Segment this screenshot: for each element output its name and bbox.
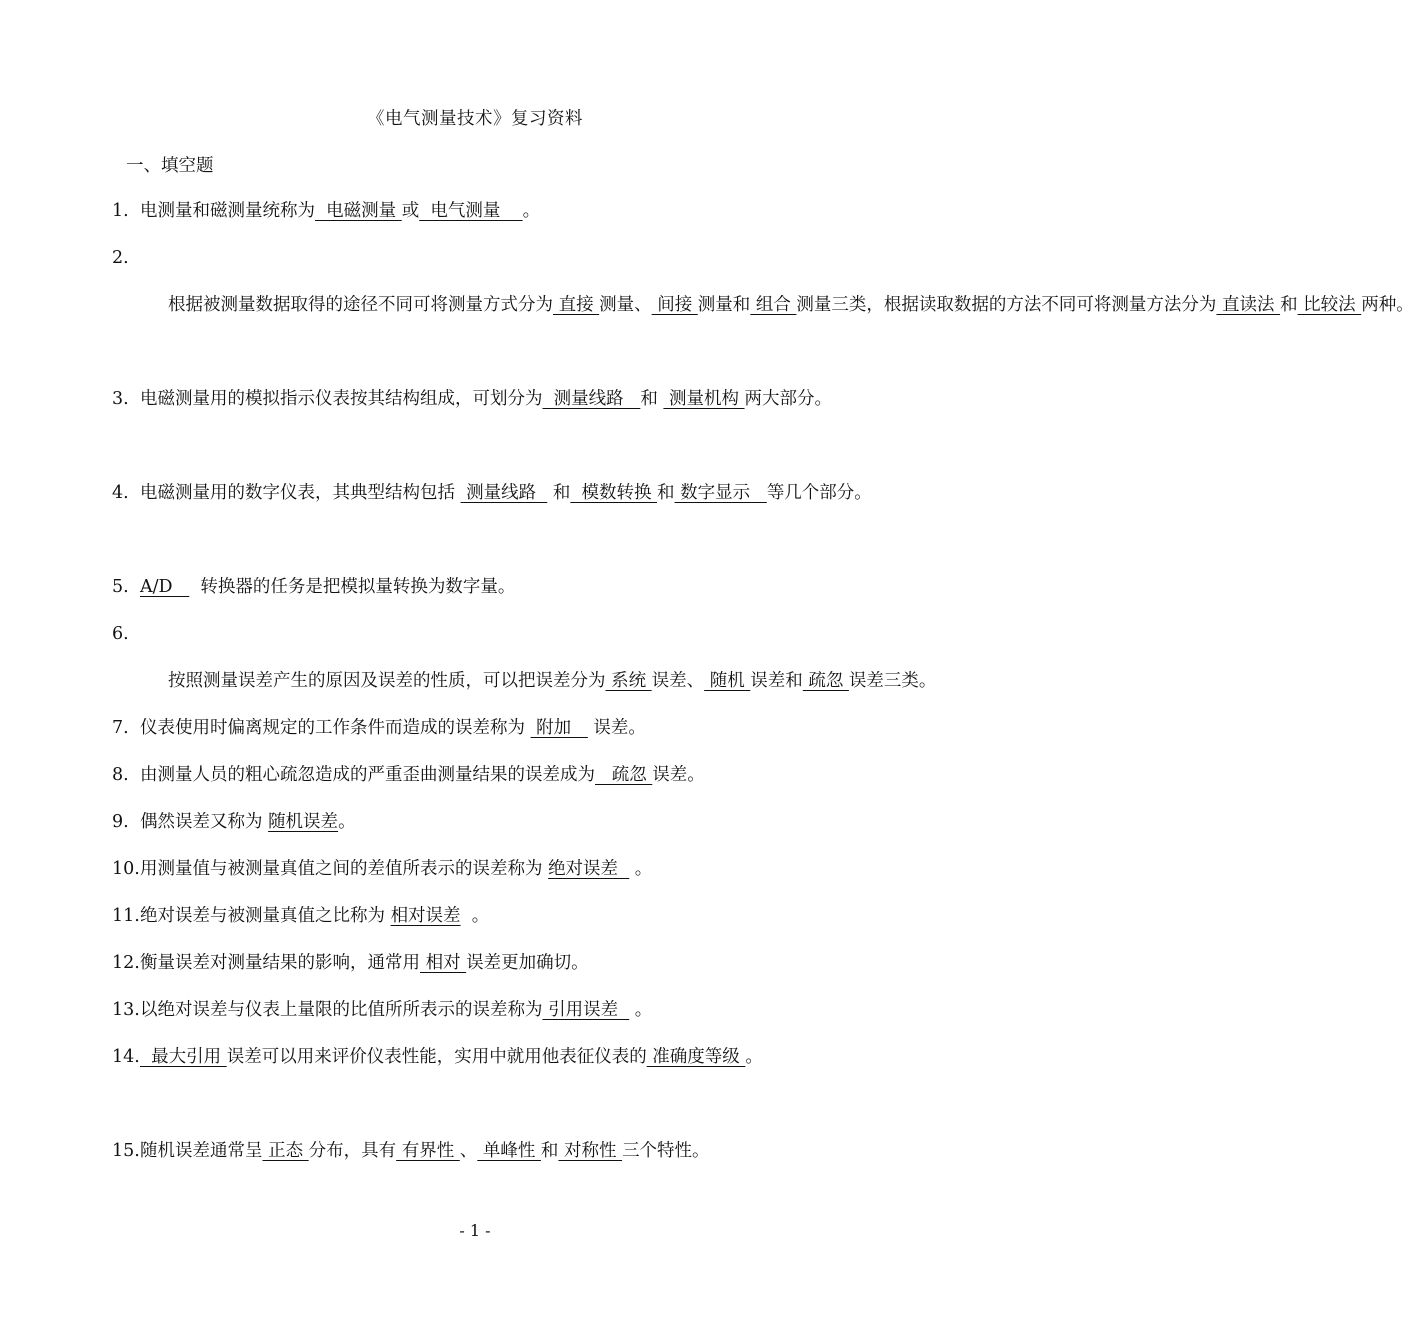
question-1: 1.电测量和磁测量统称为 电磁测量 或 电气测量 。	[112, 201, 541, 221]
answer-blank: 电气测量	[419, 201, 523, 221]
question-text: 。	[522, 201, 541, 221]
answer-blank: 电磁测量	[315, 201, 402, 221]
question-text: 。	[460, 906, 490, 926]
question-text: 。	[745, 1047, 763, 1067]
question-text: 和	[547, 483, 571, 503]
question-13: 13.以绝对误差与仪表上量限的比值所所表示的误差称为 引用误差 。	[112, 1000, 653, 1020]
question-text: 。	[629, 1000, 653, 1020]
question-text: 按照测量误差产生的原因及误差的性质，可以把误差分为	[168, 671, 606, 691]
answer-blank: 系统	[605, 671, 652, 691]
question-2: 2.根据被测量数据取得的途径不同可将测量方式分为 直接 测量、 间接 测量和 组合 测量三类，根据读取数据的方法不同可将测量方法分为 直读法 和 比较法 两种。	[112, 248, 1414, 315]
question-text: 仪表使用时偏离规定的工作条件而造成的误差称为	[140, 718, 531, 738]
question-text: 随机误差通常呈	[140, 1141, 263, 1161]
question-10: 10.用测量值与被测量真值之间的差值所表示的误差称为 绝对误差 。	[112, 859, 653, 879]
question-text: 或	[401, 201, 420, 221]
question-text: 两种。	[1361, 295, 1414, 315]
answer-blank: 相对误差	[390, 906, 461, 926]
answer-blank: 疏忽	[802, 671, 849, 691]
answer-blank: 有界性	[396, 1141, 460, 1161]
question-text: 分布，具有	[308, 1141, 397, 1161]
answer-blank: 组合	[750, 295, 797, 315]
answer-blank: 随机	[704, 671, 751, 691]
answer-blank: 正态	[262, 1141, 309, 1161]
question-text: 和	[657, 483, 675, 503]
answer-blank: 对称性	[558, 1141, 623, 1161]
answer-blank: 最大引用	[140, 1047, 227, 1067]
question-text: 绝对误差与被测量真值之比称为	[140, 906, 391, 926]
question-6: 6.按照测量误差产生的原因及误差的性质，可以把误差分为 系统 误差、 随机 误差和 疏忽 误差三类。	[112, 624, 937, 691]
answer-blank: 相对	[420, 953, 467, 973]
question-text: 误差、	[651, 671, 705, 691]
question-7: 7.仪表使用时偏离规定的工作条件而造成的误差称为 附加 误差。	[112, 718, 646, 738]
answer-blank: 单峰性	[477, 1141, 541, 1161]
question-9: 9.偶然误差又称为 随机误差。	[112, 812, 356, 832]
answer-blank: 绝对误差	[548, 859, 630, 879]
question-14: 14. 最大引用 误差可以用来评价仪表性能，实用中就用他表征仪表的 准确度等级 。	[112, 1047, 763, 1067]
question-text: 用测量值与被测量真值之间的差值所表示的误差称为	[140, 859, 549, 879]
answer-blank: A/D	[140, 577, 190, 597]
page-title: 《电气测量技术》复习资料	[367, 109, 583, 129]
question-11: 11.绝对误差与被测量真值之比称为 相对误差 。	[112, 906, 490, 926]
question-text: 根据被测量数据取得的途径不同可将测量方式分为	[168, 295, 553, 315]
section-heading: 一、填空题	[126, 156, 214, 176]
question-text: 、	[459, 1141, 478, 1161]
question-12: 12.衡量误差对测量结果的影响，通常用 相对 误差更加确切。	[112, 953, 589, 973]
question-text: 。	[338, 812, 356, 832]
answer-blank: 比较法	[1297, 295, 1362, 315]
question-3: 3.电磁测量用的模拟指示仪表按其结构组成，可划分为 测量线路 和 测量机构 两大部分。	[112, 389, 833, 409]
page-number: - 1 -	[459, 1221, 491, 1240]
question-4: 4.电磁测量用的数字仪表，其典型结构包括 测量线路 和 模数转换 和 数字显示 等几个部分。	[112, 483, 872, 503]
answer-blank: 直读法	[1216, 295, 1281, 315]
question-text: 转换器的任务是把模拟量转换为数字量。	[189, 577, 516, 597]
question-text: 电测量和磁测量统称为	[140, 201, 315, 221]
question-text: 三个特性。	[622, 1141, 710, 1161]
question-text: 误差和	[750, 671, 803, 691]
question-text: 误差。	[652, 765, 705, 785]
question-text: 等几个部分。	[766, 483, 872, 503]
question-text: 电磁测量用的模拟指示仪表按其结构组成，可划分为	[140, 389, 543, 409]
question-text: 测量和	[697, 295, 751, 315]
question-text: 和	[1280, 295, 1298, 315]
answer-blank: 测量机构	[663, 389, 745, 409]
answer-blank: 随机误差	[268, 812, 339, 832]
question-text: 误差三类。	[848, 671, 937, 691]
question-text: 。	[629, 859, 653, 879]
answer-blank: 准确度等级	[646, 1047, 746, 1067]
answer-blank: 测量线路	[460, 483, 548, 503]
question-text: 偶然误差又称为	[140, 812, 269, 832]
answer-blank: 引用误差	[542, 1000, 630, 1020]
answer-blank: 附加	[530, 718, 588, 738]
answer-blank: 模数转换	[570, 483, 658, 503]
answer-blank: 间接	[651, 295, 698, 315]
answer-blank: 测量线路	[542, 389, 641, 409]
question-text: 电磁测量用的数字仪表，其典型结构包括	[140, 483, 461, 503]
answer-blank: 疏忽	[595, 765, 653, 785]
question-text: 误差。	[587, 718, 646, 738]
question-text: 和	[640, 389, 664, 409]
question-text: 测量、	[599, 295, 652, 315]
question-text: 两大部分。	[744, 389, 833, 409]
question-8: 8.由测量人员的粗心疏忽造成的严重歪曲测量结果的误差成为 疏忽 误差。	[112, 765, 705, 785]
question-text: 由测量人员的粗心疏忽造成的严重歪曲测量结果的误差成为	[140, 765, 595, 785]
question-15: 15.随机误差通常呈 正态 分布，具有 有界性 、 单峰性 和 对称性 三个特性。	[112, 1141, 710, 1161]
question-text: 测量三类，根据读取数据的方法不同可将测量方法分为	[796, 295, 1217, 315]
question-text: 误差更加确切。	[466, 953, 589, 973]
question-text: 误差可以用来评价仪表性能，实用中就用他表征仪表的	[226, 1047, 647, 1067]
question-text: 以绝对误差与仪表上量限的比值所所表示的误差称为	[140, 1000, 543, 1020]
question-text: 和	[540, 1141, 559, 1161]
answer-blank: 直接	[553, 295, 600, 315]
question-5: 5.A/D 转换器的任务是把模拟量转换为数字量。	[112, 577, 516, 597]
answer-blank: 数字显示	[674, 483, 767, 503]
question-text: 衡量误差对测量结果的影响，通常用	[140, 953, 420, 973]
